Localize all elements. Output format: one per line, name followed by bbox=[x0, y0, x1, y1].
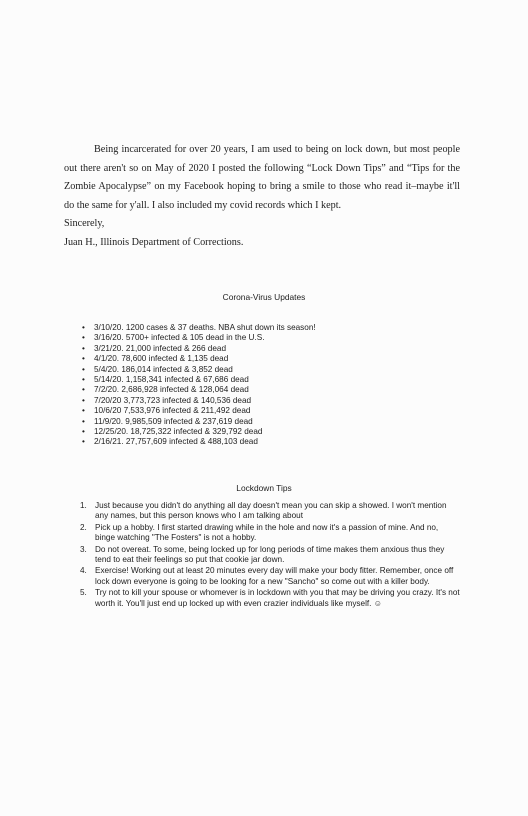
list-item: • 3/10/20. 1200 cases & 37 deaths. NBA shut down its season! bbox=[82, 323, 316, 333]
list-item: • 7/2/20. 2,686,928 infected & 128,064 dead bbox=[82, 385, 316, 395]
tip-item bbox=[80, 545, 460, 566]
tip-text: Exercise! Working out at least 20 minutes every day will make your body fitter. Remember, once off lock down everyone is going to be looking for a new "Sancho" so come out with a killer body. bbox=[95, 566, 454, 586]
list-item: • 12/25/20. 18,725,322 infected & 329,792 dead bbox=[82, 427, 316, 437]
list-item: • 11/9/20. 9,985,509 infected & 237,619 dead bbox=[82, 417, 316, 427]
tips-list bbox=[80, 501, 460, 610]
tip-text: Pick up a hobby. I first started drawing while in the hole and now it's a passion of mine. And no, binge watching "The Fosters" is not a hobby. bbox=[95, 522, 439, 543]
list-item: • 3/21/20. 21,000 infected & 266 dead bbox=[82, 344, 316, 354]
tip-text: Do not overeat. To some, being locked up for long periods of time makes them anxious thus they tend to eat their feelings so put that cookie jar down. bbox=[95, 544, 445, 565]
list-item: • 5/14/20. 1,158,341 infected & 67,686 dead bbox=[82, 375, 316, 385]
closing: Sincerely, bbox=[64, 218, 105, 230]
list-item: • 4/1/20. 78,600 infected & 1,135 dead bbox=[82, 354, 316, 364]
tip-item bbox=[80, 501, 460, 522]
tip-item bbox=[80, 588, 460, 609]
intro-paragraph: Being incarcerated for over 20 years, I am used to being on lock down, but most people out there aren't so on May of 2020 I posted the following “Lock Down Tips” and “Tips for the Zombie Apocalypse” on my Facebook hoping to bring a smile to those who read it–maybe it'll do the same for y'all. I also included my covid records which I kept. bbox=[64, 144, 460, 211]
intro-letter bbox=[64, 141, 460, 253]
tip-number: 2. bbox=[80, 522, 87, 532]
tip-number: 3. bbox=[80, 544, 87, 554]
tip-item bbox=[80, 566, 460, 587]
list-item: • 10/6/20 7,533,976 infected & 211,492 dead bbox=[82, 406, 316, 416]
tip-item bbox=[80, 523, 460, 544]
list-item: • 7/20/20 3,773,723 infected & 140,536 dead bbox=[82, 396, 316, 406]
list-item: • 5/4/20. 186,014 infected & 3,852 dead bbox=[82, 365, 316, 375]
tip-text: Just because you didn't do anything all day doesn't mean you can skip a showed. I won't mention any names, but this person knows who I am talking about bbox=[95, 501, 447, 521]
list-item: • 3/16/20. 5700+ infected & 105 dead in the U.S. bbox=[82, 333, 316, 343]
updates-title: Corona-Virus Updates bbox=[222, 292, 306, 302]
signature: Juan H., Illinois Department of Corrections. bbox=[64, 236, 244, 248]
tip-text: Try not to kill your spouse or whomever is in lockdown with you that may be driving you crazy. It's not worth it. You'll just end up locked up with even crazier individuals like myself. ☺ bbox=[95, 588, 460, 608]
tip-number: 4. bbox=[80, 566, 87, 576]
list-item: • 2/16/21. 27,757,609 infected & 488,103 dead bbox=[82, 437, 316, 447]
updates-list bbox=[82, 323, 316, 448]
tips-title: Lockdown Tips bbox=[236, 483, 292, 493]
tip-number: 1. bbox=[80, 501, 87, 510]
tip-number: 5. bbox=[80, 588, 87, 598]
